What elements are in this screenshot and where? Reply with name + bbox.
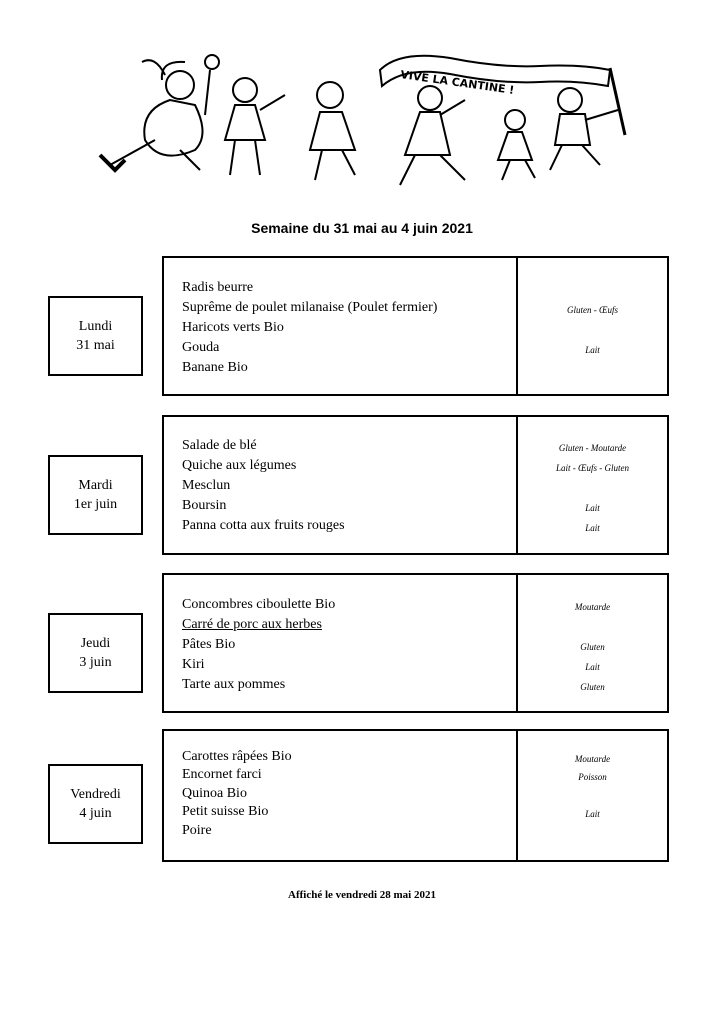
- allergen-note: Lait: [585, 503, 600, 513]
- menu-box-mardi: [162, 415, 669, 555]
- allergen-note: Gluten - Moutarde: [558, 443, 627, 453]
- allergen-note: Lait: [585, 809, 600, 819]
- dish: Kiri: [182, 657, 205, 672]
- dish: Panna cotta aux fruits rouges: [182, 518, 345, 533]
- dish: Salade de blé: [182, 438, 257, 453]
- menu-box-jeudi: [162, 573, 669, 713]
- dish: Gouda: [182, 340, 220, 355]
- allergen-note: Lait: [585, 662, 600, 672]
- day-date: 31 mai: [76, 338, 115, 353]
- posted-date: Affiché le vendredi 28 mai 2021: [288, 889, 436, 901]
- day-label-lundi: [48, 296, 143, 376]
- dish: Haricots verts Bio: [182, 320, 284, 335]
- allergen-note: Lait: [585, 523, 600, 533]
- column-divider: [516, 258, 518, 394]
- day-label-jeudi: [48, 613, 143, 693]
- dish: Banane Bio: [182, 360, 248, 375]
- allergen-note: Lait: [585, 345, 600, 355]
- dish: Quinoa Bio: [182, 786, 247, 801]
- day-name: Mardi: [78, 478, 113, 493]
- allergen-note: Moutarde: [574, 754, 611, 764]
- dish: Poire: [182, 823, 212, 838]
- day-name: Vendredi: [70, 787, 121, 802]
- banner-sign-text: VIVE LA CANTINE !: [399, 68, 516, 97]
- dish: Suprême de poulet milanaise (Poulet fermier): [182, 300, 438, 315]
- dish: Quiche aux légumes: [182, 458, 297, 473]
- dish: Tarte aux pommes: [182, 677, 286, 692]
- day-label-vendredi: [48, 764, 143, 844]
- dish: Pâtes Bio: [182, 637, 236, 652]
- day-name: Lundi: [78, 319, 113, 334]
- day-label-mardi: [48, 455, 143, 535]
- column-divider: [516, 731, 518, 860]
- day-date: 1er juin: [73, 497, 118, 512]
- dish: Carottes râpées Bio: [182, 749, 292, 764]
- day-date: 4 juin: [79, 806, 112, 821]
- day-name: Jeudi: [80, 636, 111, 651]
- dish: Mesclun: [182, 478, 231, 493]
- week-title: Semaine du 31 mai au 4 juin 2021: [251, 220, 473, 236]
- dish: Boursin: [182, 498, 227, 513]
- menu-box-lundi: [162, 256, 669, 396]
- allergen-note: Gluten: [580, 642, 605, 652]
- day-date: 3 juin: [79, 655, 112, 670]
- allergen-note: Gluten: [580, 682, 605, 692]
- dish: Carré de porc aux herbes: [182, 617, 322, 632]
- cantine-illustration: [70, 40, 650, 200]
- allergen-note: Poisson: [578, 772, 607, 782]
- dish: Petit suisse Bio: [182, 804, 269, 819]
- allergen-note: Lait - Œufs - Gluten: [556, 463, 629, 473]
- dish: Radis beurre: [182, 280, 254, 295]
- menu-box-vendredi: [162, 729, 669, 862]
- allergen-note: Gluten - Œufs: [567, 305, 618, 315]
- allergen-note: Moutarde: [574, 602, 611, 612]
- dish: Encornet farci: [182, 767, 262, 782]
- dish: Concombres ciboulette Bio: [182, 597, 336, 612]
